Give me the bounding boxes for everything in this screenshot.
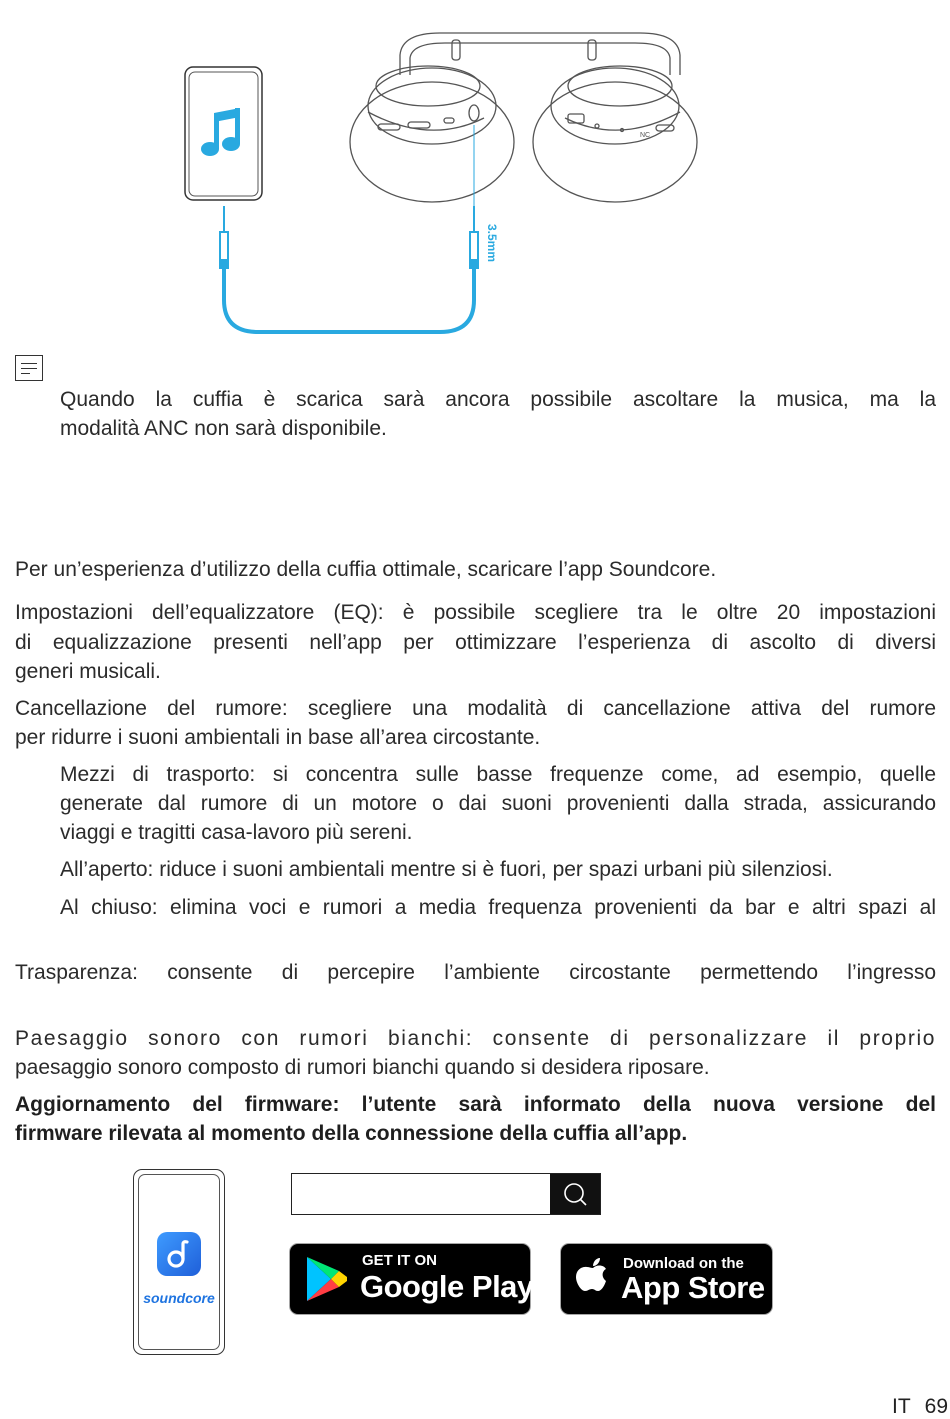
note-line-1: Quando la cuffia è scarica sarà ancora possibile ascoltare la musica, ma la [60,388,936,411]
aux-connection-illustration [0,0,950,350]
eq-line-3: generi musicali. [15,660,161,683]
search-icon [550,1174,600,1214]
transport-line-3: viaggi e tragitti casa-lavoro più sereni. [60,821,413,844]
whitenoise-line-1: Paesaggio sonoro con rumori bianchi: consente di personalizzare il proprio [15,1027,936,1050]
cable-size-label: 3.5mm [485,224,499,263]
intro-text: Per un’esperienza d’utilizzo della cuffia ottimale, scaricare l’app Soundcore. [15,558,717,581]
footer-language: IT [892,1395,911,1418]
anc-line-1: Cancellazione del rumore: scegliere una modalità di cancellazione attiva del rumore [15,697,936,720]
nc-label: NC [640,132,651,139]
music-note-icon [201,108,240,156]
anc-line-2: per ridurre i suoni ambientali in base all’area circostante. [15,726,541,749]
soundcore-logo-icon [157,1232,201,1276]
firmware-line-1: Aggiornamento del firmware: l’utente sarà informato della nuova versione del [15,1093,936,1116]
footer-page-number: 69 [924,1395,949,1418]
google-play-big-text: Google Play [360,1269,534,1304]
app-search-box[interactable] [291,1173,601,1215]
aux-cable [224,268,474,332]
soundcore-app-name: soundcore [143,1290,215,1306]
transport-line-2: generate dal rumore di un motore o dai suoni provenienti dalla strada, assicurando [60,792,936,815]
aux-plug-right [470,206,478,268]
search-button[interactable] [550,1174,600,1214]
eq-line-1: Impostazioni dell’equalizzatore (EQ): è possibile scegliere tra le oltre 20 impostazioni [15,601,936,624]
app-store-big-text: App Store [621,1270,765,1305]
note-icon [15,355,43,381]
whitenoise-line-2: paesaggio sonoro composto di rumori bianchi quando si desidera riposare. [15,1056,710,1079]
app-store-badge[interactable] [560,1243,773,1315]
google-play-icon [305,1255,349,1303]
firmware-line-2: firmware rilevata al momento della connessione della cuffia all’app. [15,1122,688,1145]
eq-line-2: di equalizzazione presenti nell’app per ottimizzare l’esperienza di ascolto di diversi [15,631,936,654]
soundcore-app-icon[interactable] [157,1232,201,1276]
google-play-badge[interactable] [289,1243,534,1315]
app-store-small-text: Download on the [623,1255,744,1272]
note-line-2: modalità ANC non sarà disponibile. [60,417,387,440]
aux-plug-left [220,206,228,268]
apple-icon [575,1256,611,1298]
outdoor-text: All’aperto: riduce i suoni ambientali mentre si è fuori, per spazi urbani più silenziosi. [60,858,833,881]
transport-line-1: Mezzi di trasporto: si concentra sulle basse frequenze come, ad esempio, quelle [60,763,936,786]
transparency-text: Trasparenza: consente di percepire l’ambiente circostante permettendo l’ingresso [15,961,936,984]
indoor-text: Al chiuso: elimina voci e rumori a media frequenza provenienti da bar e altri spazi al [60,896,936,919]
google-play-small-text: GET IT ON [362,1252,437,1269]
page-footer [892,1395,948,1419]
headphones [350,33,697,202]
phone-outline [185,67,262,200]
